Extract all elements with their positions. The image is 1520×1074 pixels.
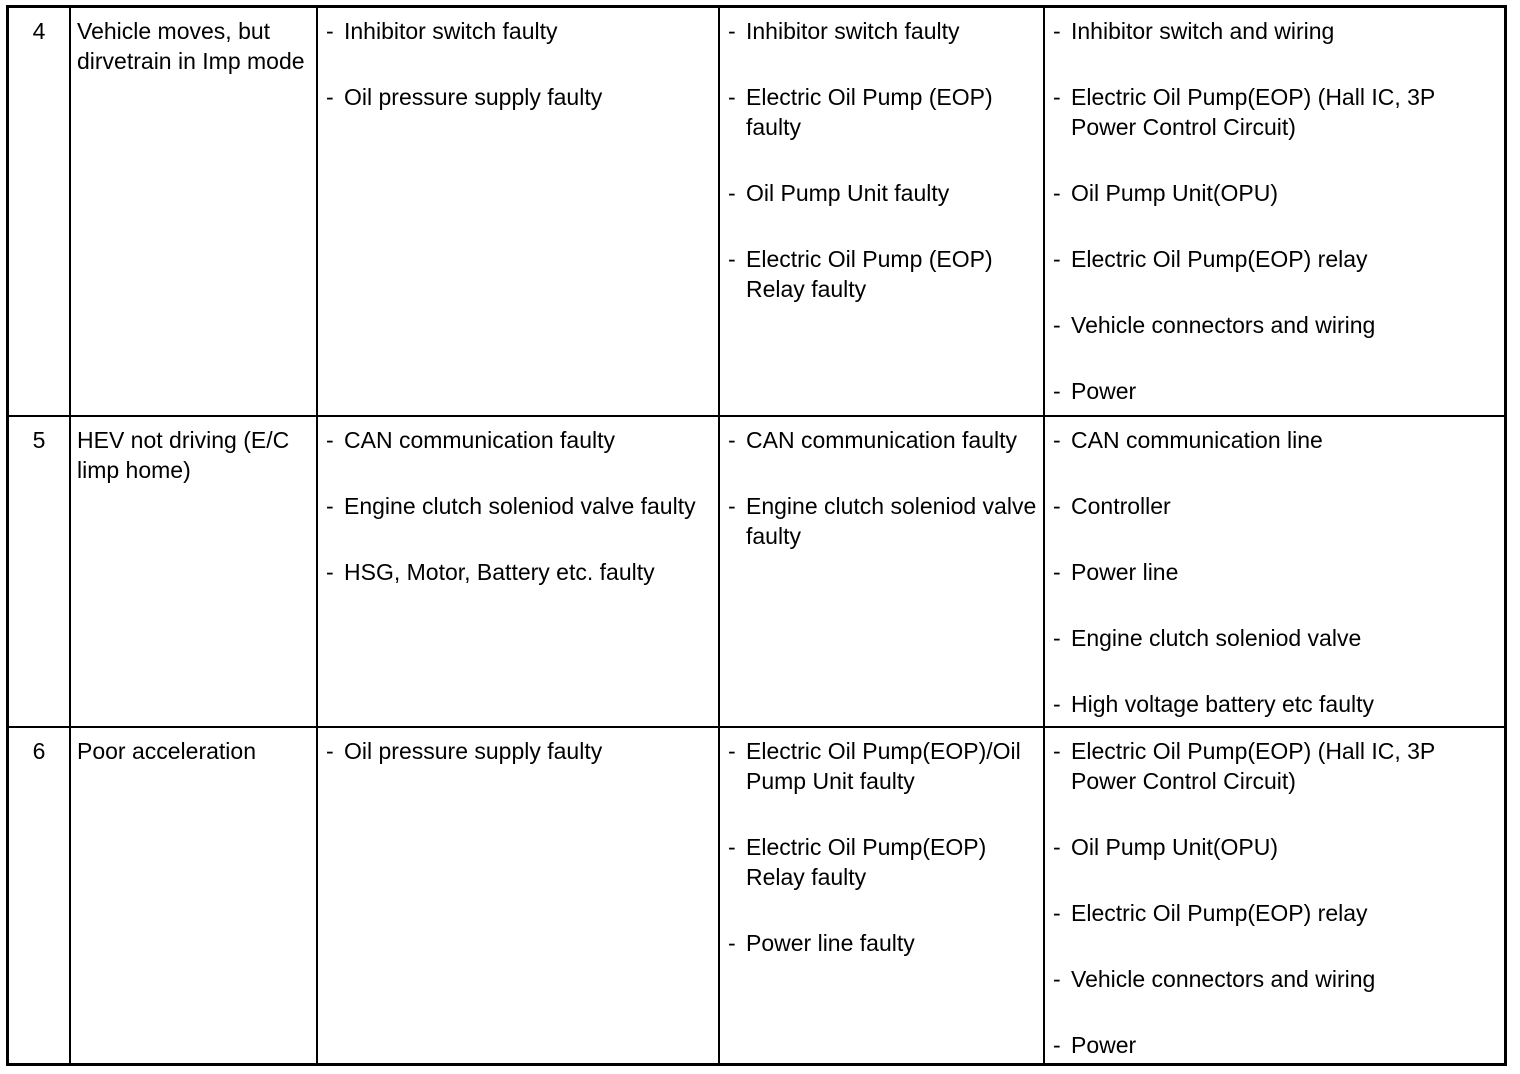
- list-item: - Electric Oil Pump (EOP) faulty: [726, 82, 1037, 142]
- list-item: - Electric Oil Pump (EOP) Relay faulty: [726, 244, 1037, 304]
- list-item: - Inhibitor switch faulty: [726, 16, 1037, 46]
- list-item: - CAN communication faulty: [324, 425, 712, 455]
- list-item: - Power line faulty: [726, 928, 1037, 958]
- list-item: - Electric Oil Pump(EOP) (Hall IC, 3P Power Control Circuit): [1051, 82, 1498, 142]
- list-item: - Power line: [1051, 557, 1498, 587]
- list-item: - Controller: [1051, 491, 1498, 521]
- row-number: 5: [9, 416, 70, 727]
- troubleshooting-table: [9, 8, 1504, 1063]
- list-item: - Vehicle connectors and wiring: [1051, 964, 1498, 994]
- list-item: - Power: [1051, 1030, 1498, 1060]
- list-item: - CAN communication line: [1051, 425, 1498, 455]
- row-number: 6: [9, 727, 70, 1063]
- check-item-cell: [1044, 727, 1504, 1063]
- list-item: - Oil pressure supply faulty: [324, 82, 712, 112]
- list-item: - Electric Oil Pump(EOP) relay: [1051, 898, 1498, 928]
- list-item: - Power: [1051, 376, 1498, 406]
- faulty-part-cell: [719, 8, 1044, 416]
- list-item: - Oil Pump Unit faulty: [726, 178, 1037, 208]
- symptom-cell: Vehicle moves, but dirvetrain in Imp mode: [70, 8, 317, 416]
- faulty-part-cell: [719, 727, 1044, 1063]
- list-item: - HSG, Motor, Battery etc. faulty: [324, 557, 712, 587]
- list-item: - Electric Oil Pump(EOP) (Hall IC, 3P Power Control Circuit): [1051, 736, 1498, 796]
- table-row: [9, 416, 1504, 727]
- list-item: - Engine clutch soleniod valve: [1051, 623, 1498, 653]
- faulty-part-cell: [719, 416, 1044, 727]
- list-item: - Inhibitor switch faulty: [324, 16, 712, 46]
- troubleshooting-table-container: [6, 5, 1507, 1066]
- cause-cell: [317, 727, 719, 1063]
- cause-cell: [317, 416, 719, 727]
- list-item: - Vehicle connectors and wiring: [1051, 310, 1498, 340]
- list-item: - Oil Pump Unit(OPU): [1051, 832, 1498, 862]
- table-row: [9, 8, 1504, 416]
- list-item: - Engine clutch soleniod valve faulty: [726, 491, 1037, 551]
- cause-cell: [317, 8, 719, 416]
- symptom-cell: HEV not driving (E/C limp home): [70, 416, 317, 727]
- list-item: - CAN communication faulty: [726, 425, 1037, 455]
- list-item: - Engine clutch soleniod valve faulty: [324, 491, 712, 521]
- list-item: - Electric Oil Pump(EOP) relay: [1051, 244, 1498, 274]
- list-item: - Oil pressure supply faulty: [324, 736, 712, 766]
- check-item-cell: [1044, 416, 1504, 727]
- check-item-cell: [1044, 8, 1504, 416]
- symptom-cell: Poor acceleration: [70, 727, 317, 1063]
- table-row: [9, 727, 1504, 1063]
- list-item: - Electric Oil Pump(EOP) Relay faulty: [726, 832, 1037, 892]
- list-item: - High voltage battery etc faulty: [1051, 689, 1498, 719]
- list-item: - Electric Oil Pump(EOP)/Oil Pump Unit faulty: [726, 736, 1037, 796]
- list-item: - Oil Pump Unit(OPU): [1051, 178, 1498, 208]
- list-item: - Inhibitor switch and wiring: [1051, 16, 1498, 46]
- row-number: 4: [9, 8, 70, 416]
